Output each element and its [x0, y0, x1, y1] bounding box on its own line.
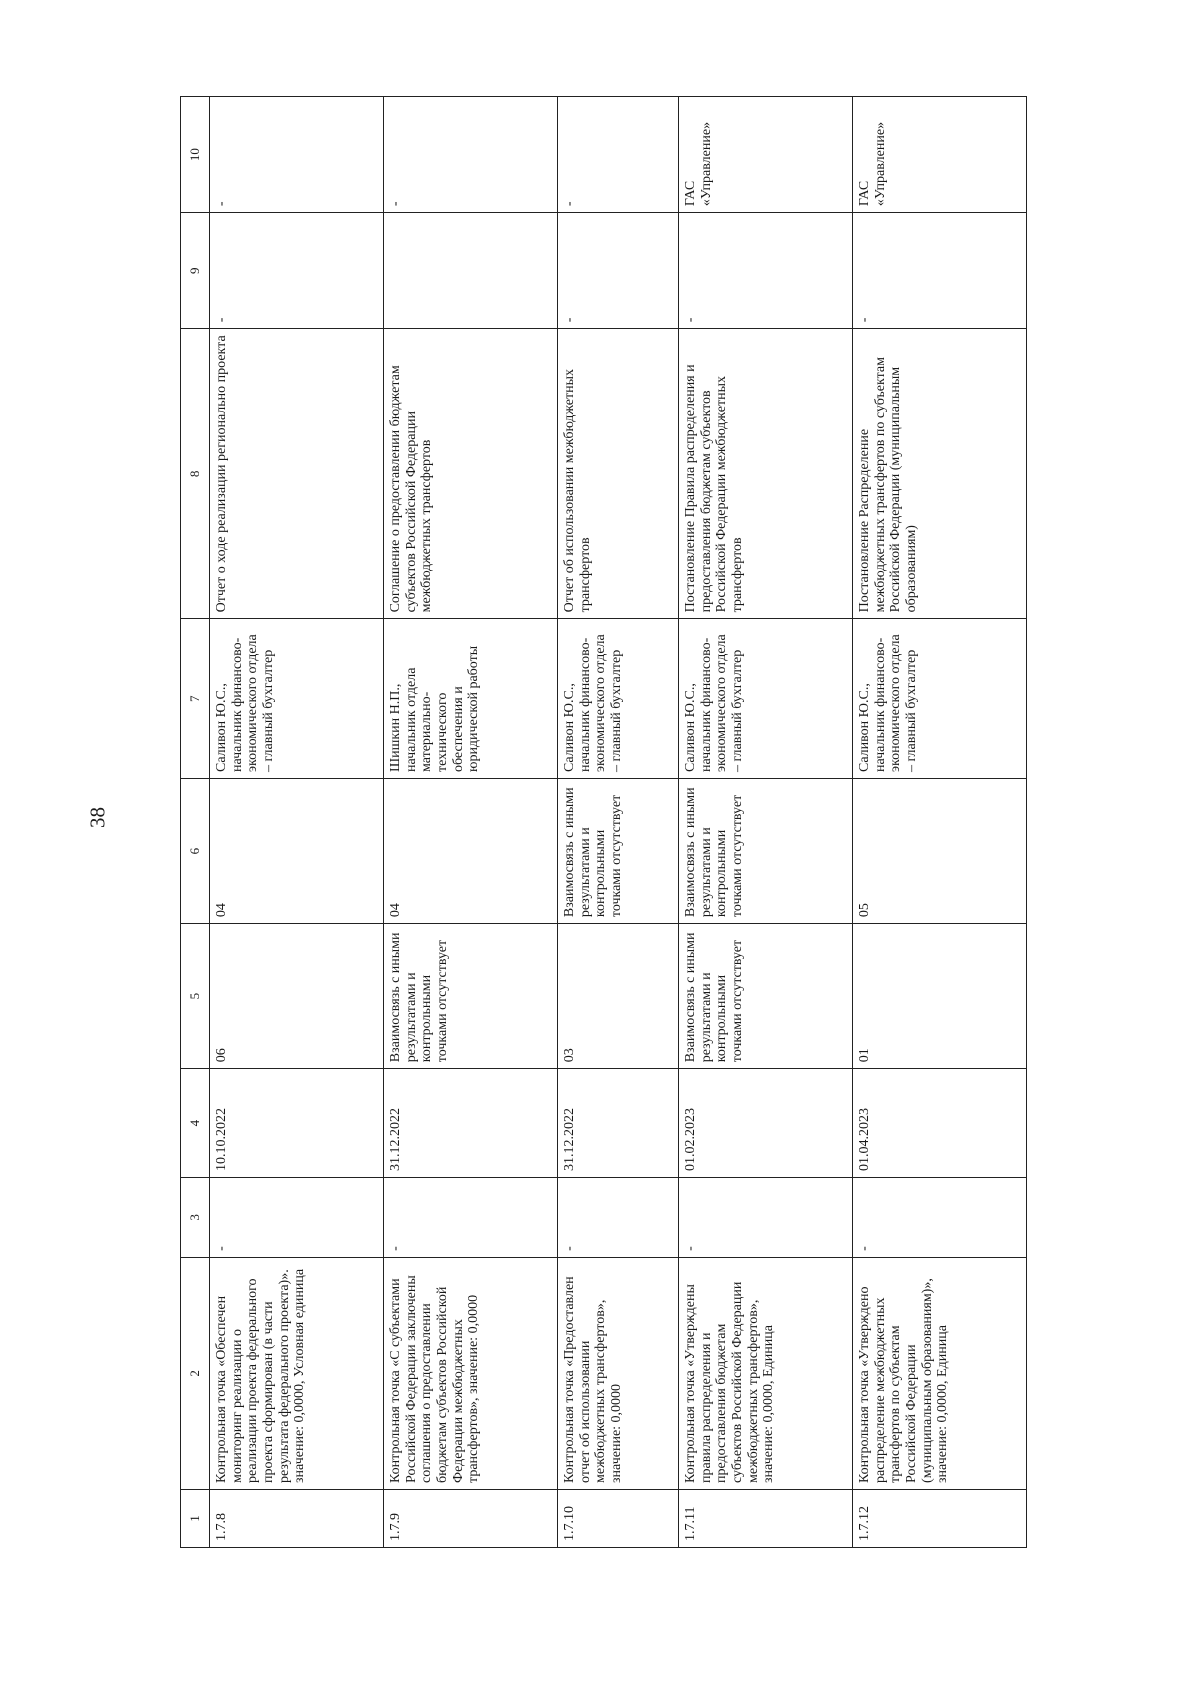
cell-responsible: Саливон Ю.С., начальник финансово-экономического отдела – главный бухгалтер — [679, 619, 853, 779]
cell-date: 01.04.2023 — [853, 1069, 1027, 1178]
table-header-row — [181, 97, 210, 1548]
cell-number: 1.7.9 — [383, 1489, 557, 1547]
cell-col6: Взаимосвязь с иными результатами и контрольными точками отсутствует — [557, 779, 678, 924]
cell-date: 31.12.2022 — [383, 1069, 557, 1178]
column-header: 6 — [181, 779, 210, 924]
table-wrapper — [180, 96, 1027, 1548]
cell-col5: Взаимосвязь с иными результатами и контрольными точками отсутствует — [679, 924, 853, 1069]
cell-number: 1.7.12 — [853, 1489, 1027, 1547]
cell-col6: 04 — [210, 779, 384, 924]
cell-col3: - — [853, 1178, 1027, 1258]
cell-responsible: Саливон Ю.С., начальник финансово-экономического отдела – главный бухгалтер — [853, 619, 1027, 779]
cell-system: ГАС «Управление» — [853, 97, 1027, 213]
cell-system: ГАС «Управление» — [679, 97, 853, 213]
cell-number: 1.7.10 — [557, 1489, 678, 1547]
column-header: 8 — [181, 329, 210, 619]
cell-document: Соглашение о предоставлении бюджетам субъектов Российской Федерации межбюджетных трансфертов — [383, 329, 557, 619]
column-header: 1 — [181, 1489, 210, 1547]
cell-col9: - — [210, 213, 384, 329]
table-row — [679, 97, 853, 1548]
column-header: 4 — [181, 1069, 210, 1178]
cell-number: 1.7.11 — [679, 1489, 853, 1547]
cell-control-point: Контрольная точка «С субъектами Российской Федерации заключены соглашения о предоставлении бюджетам субъектов Российской Федерации межбюджетных трансфертов», значение: 0,0000 — [383, 1257, 557, 1489]
cell-col9: - — [853, 213, 1027, 329]
page-number: 38 — [85, 807, 110, 828]
cell-col5: 06 — [210, 924, 384, 1069]
cell-col5: 01 — [853, 924, 1027, 1069]
cell-responsible: Саливон Ю.С., начальник финансово-экономического отдела – главный бухгалтер — [557, 619, 678, 779]
cell-date: 10.10.2022 — [210, 1069, 384, 1178]
cell-col3: - — [679, 1178, 853, 1258]
column-header: 3 — [181, 1178, 210, 1258]
cell-control-point: Контрольная точка «Утверждены правила распределения и предоставления бюджетам субъектов Российской Федерации межбюджетных трансфертов», значение: 0,0000, Единица — [679, 1257, 853, 1489]
cell-col3: - — [210, 1178, 384, 1258]
cell-responsible: Саливон Ю.С., начальник финансово-экономического отдела – главный бухгалтер — [210, 619, 384, 779]
cell-system: - — [557, 97, 678, 213]
cell-col6: 04 — [383, 779, 557, 924]
table-row — [853, 97, 1027, 1548]
cell-col9: - — [557, 213, 678, 329]
cell-control-point: Контрольная точка «Утверждено распределение межбюджетных трансфертов по субъектам Российской Федерации (муниципальным образованиям)», значение: 0,0000, Единица — [853, 1257, 1027, 1489]
column-header: 9 — [181, 213, 210, 329]
cell-col6: 05 — [853, 779, 1027, 924]
column-header: 5 — [181, 924, 210, 1069]
cell-document: Постановление Правила распределения и предоставления бюджетам субъектов Российской Федерации межбюджетных трансфертов — [679, 329, 853, 619]
cell-col9: - — [679, 213, 853, 329]
cell-control-point: Контрольная точка «Предоставлен отчет об использовании межбюджетных трансфертов», значение: 0,0000 — [557, 1257, 678, 1489]
cell-col5: 03 — [557, 924, 678, 1069]
control-points-table — [180, 96, 1027, 1548]
cell-number: 1.7.8 — [210, 1489, 384, 1547]
table-row — [383, 97, 557, 1548]
cell-col9 — [383, 213, 557, 329]
cell-date: 31.12.2022 — [557, 1069, 678, 1178]
cell-control-point: Контрольная точка «Обеспечен мониторинг реализации о реализации проекта федерального проекта сформирован (в части результата федерального проекта)». значение: 0,0000, Условная единица — [210, 1257, 384, 1489]
cell-col5: Взаимосвязь с иными результатами и контрольными точками отсутствует — [383, 924, 557, 1069]
column-header: 10 — [181, 97, 210, 213]
cell-responsible: Шишкин Н.П., начальник отдела материально-технического обеспечения и юридической работы — [383, 619, 557, 779]
cell-col3: - — [557, 1178, 678, 1258]
cell-date: 01.02.2023 — [679, 1069, 853, 1178]
cell-system: - — [383, 97, 557, 213]
column-header: 7 — [181, 619, 210, 779]
cell-document: Отчет об использовании межбюджетных трансфертов — [557, 329, 678, 619]
table-row — [210, 97, 384, 1548]
cell-document: Постановление Распределение межбюджетных трансфертов по субъектам Российской Федерации (муниципальным образованиям) — [853, 329, 1027, 619]
cell-document: Отчет о ходе реализации регионально проекта — [210, 329, 384, 619]
table-row — [557, 97, 678, 1548]
cell-col6: Взаимосвязь с иными результатами и контрольными точками отсутствует — [679, 779, 853, 924]
cell-system: - — [210, 97, 384, 213]
column-header: 2 — [181, 1257, 210, 1489]
cell-col3: - — [383, 1178, 557, 1258]
